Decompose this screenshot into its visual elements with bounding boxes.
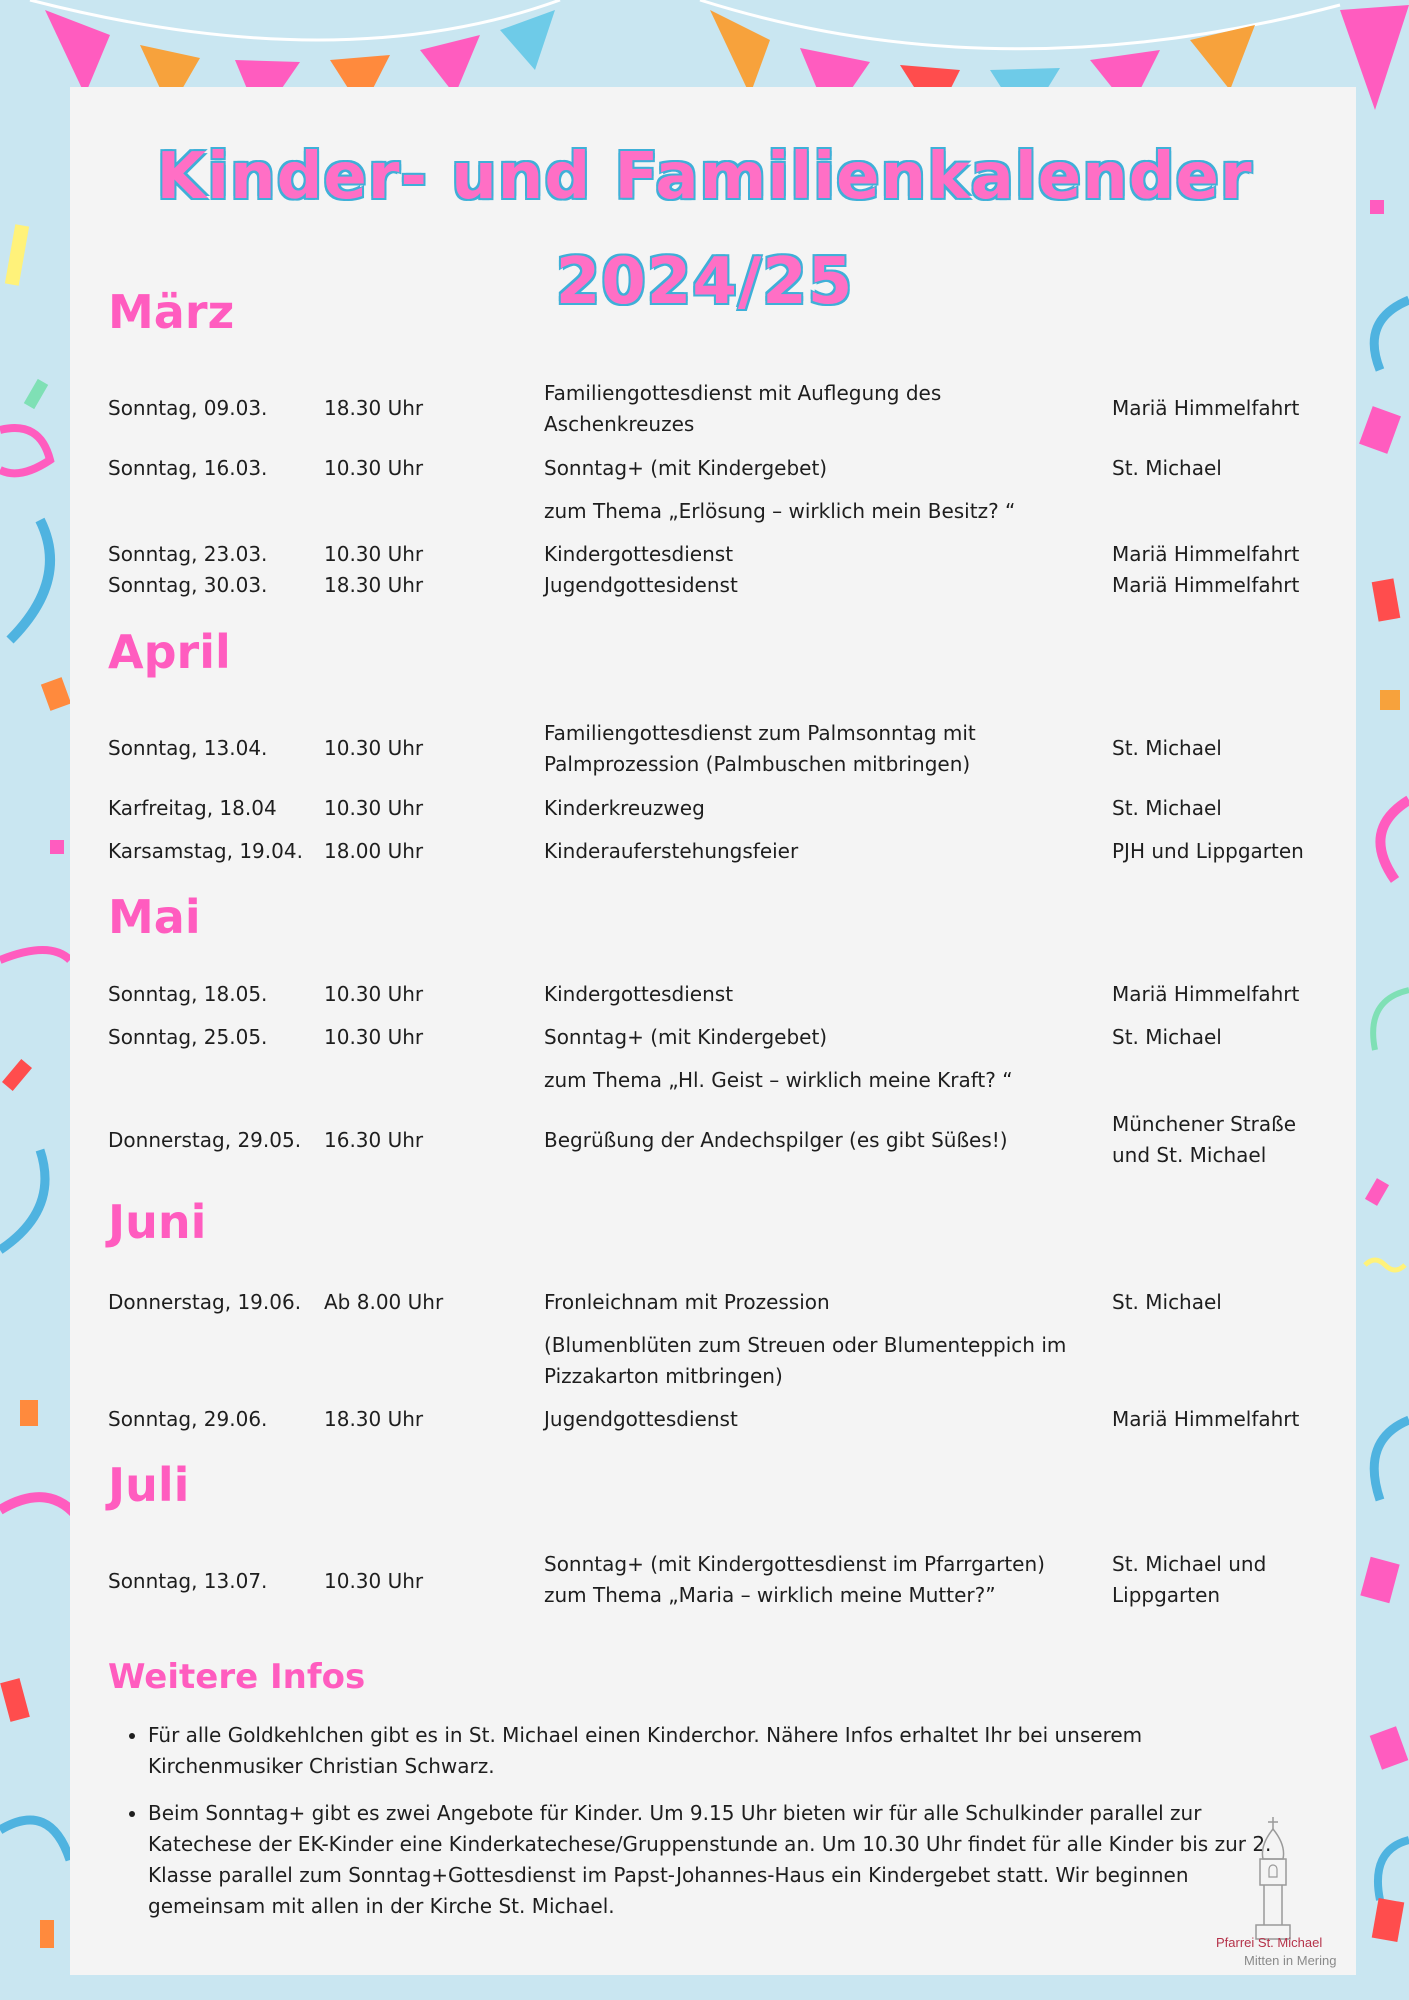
event-date: Karfreitag, 18.04 bbox=[108, 796, 277, 820]
event-place: Mariä Himmelfahrt bbox=[1112, 1407, 1300, 1431]
event-place: Mariä Himmelfahrt bbox=[1112, 573, 1300, 597]
page-title-line1: Kinder- und Familienkalender bbox=[156, 140, 1253, 214]
event-title: Jugendgottesidenst bbox=[544, 573, 738, 597]
event-topic: zum Thema „Hl. Geist – wirklich meine Kraft? “ bbox=[544, 1068, 1013, 1092]
info-bullet: • Für alle Goldkehlchen gibt es in St. Michael einen Kinderchor. Nähere Infos erhaltet Ihr bei unserem Kirchenmusiker Christian Schwarz. bbox=[148, 1720, 1278, 1782]
info-list bbox=[110, 1720, 1278, 1938]
event-title: Kinderkreuzweg bbox=[544, 796, 705, 820]
event-time: 10.30 Uhr bbox=[324, 736, 424, 760]
event-time: 10.30 Uhr bbox=[324, 796, 424, 820]
month-heading-juli: Juli bbox=[108, 1458, 190, 1512]
event-title: Sonntag+ (mit Kindergottesdienst im Pfarrgarten) zum Thema „Maria – wirklich meine Mutter?” bbox=[544, 1552, 1045, 1607]
event-date: Sonntag, 13.04. bbox=[108, 736, 268, 760]
event-date: Sonntag, 18.05. bbox=[108, 982, 268, 1006]
event-title: Jugendgottesdienst bbox=[544, 1407, 738, 1431]
event-title: Familiengottesdienst mit Auflegung des Aschenkreuzes bbox=[544, 381, 942, 436]
event-note: (Blumenblüten zum Streuen oder Blumenteppich im Pizzakarton mitbringen) bbox=[544, 1333, 1067, 1388]
event-date: Karsamstag, 19.04. bbox=[108, 839, 303, 863]
logo-tagline: Mitten in Mering bbox=[1244, 1953, 1337, 1968]
event-time: 10.30 Uhr bbox=[324, 1025, 424, 1049]
event-time: Ab 8.00 Uhr bbox=[324, 1290, 444, 1314]
event-place: St. Michael bbox=[1112, 456, 1222, 480]
event-title: Begrüßung der Andechspilger (es gibt Süßes!) bbox=[544, 1128, 1008, 1152]
month-heading-mai: Mai bbox=[108, 890, 201, 944]
event-date: Donnerstag, 19.06. bbox=[108, 1290, 302, 1314]
event-time: 16.30 Uhr bbox=[324, 1128, 424, 1152]
event-place: Münchener Straße und St. Michael bbox=[1112, 1112, 1297, 1167]
event-time: 10.30 Uhr bbox=[324, 542, 424, 566]
event-time: 18.30 Uhr bbox=[324, 573, 424, 597]
info-heading: Weitere Infos bbox=[108, 1657, 366, 1697]
event-place: St. Michael bbox=[1112, 1290, 1222, 1314]
month-heading-juni: Juni bbox=[108, 1195, 207, 1249]
event-topic: zum Thema „Erlösung – wirklich mein Besitz? “ bbox=[544, 499, 1016, 523]
event-time: 18.00 Uhr bbox=[324, 839, 424, 863]
event-place: St. Michael bbox=[1112, 796, 1222, 820]
month-heading-april: April bbox=[108, 625, 231, 679]
month-heading-maerz: März bbox=[108, 285, 235, 339]
event-place: Mariä Himmelfahrt bbox=[1112, 982, 1300, 1006]
church-tower-icon bbox=[1200, 1815, 1360, 1975]
event-date: Sonntag, 29.06. bbox=[108, 1407, 268, 1431]
logo-name: Pfarrei St. Michael bbox=[1216, 1935, 1323, 1950]
event-place: PJH und Lippgarten bbox=[1112, 839, 1304, 863]
event-place: St. Michael und Lippgarten bbox=[1112, 1552, 1267, 1607]
event-date: Donnerstag, 29.05. bbox=[108, 1128, 302, 1152]
event-date: Sonntag, 23.03. bbox=[108, 542, 268, 566]
event-title: Kindergottesdienst bbox=[544, 982, 734, 1006]
event-time: 18.30 Uhr bbox=[324, 396, 424, 420]
event-title: Sonntag+ (mit Kindergebet) bbox=[544, 1025, 828, 1049]
bunting-string-left bbox=[30, 0, 560, 40]
event-place: St. Michael bbox=[1112, 1025, 1222, 1049]
event-date: Sonntag, 25.05. bbox=[108, 1025, 268, 1049]
event-title: Kindergottesdienst bbox=[544, 542, 734, 566]
event-title: Kinderauferstehungsfeier bbox=[544, 839, 799, 863]
event-time: 10.30 Uhr bbox=[324, 982, 424, 1006]
event-place: Mariä Himmelfahrt bbox=[1112, 542, 1300, 566]
event-title: Familiengottesdienst zum Palmsonntag mit Palmprozession (Palmbuschen mitbringen) bbox=[544, 721, 976, 776]
event-date: Sonntag, 30.03. bbox=[108, 573, 268, 597]
event-time: 18.30 Uhr bbox=[324, 1407, 424, 1431]
event-time: 10.30 Uhr bbox=[324, 1569, 424, 1593]
event-title: Sonntag+ (mit Kindergebet) bbox=[544, 456, 828, 480]
event-date: Sonntag, 09.03. bbox=[108, 396, 268, 420]
event-date: Sonntag, 13.07. bbox=[108, 1569, 268, 1593]
event-time: 10.30 Uhr bbox=[324, 456, 424, 480]
info-bullet: • Beim Sonntag+ gibt es zwei Angebote für Kinder. Um 9.15 Uhr bieten wir für alle Schulkinder parallel zur Katechese der EK-Kinder eine Kinderkatechese/Gruppenstunde an. Um 10.30 Uhr findet für alle Kinder bis zur 2. Klasse parallel zum Sonntag+Gottesdienst im Papst-Johannes-Haus ein Kindergebet statt. Wir beginnen gemeinsam mit allen in der Kirche St. Michael. bbox=[148, 1798, 1278, 1922]
event-place: Mariä Himmelfahrt bbox=[1112, 396, 1300, 420]
event-place: St. Michael bbox=[1112, 736, 1222, 760]
event-title: Fronleichnam mit Prozession bbox=[544, 1290, 830, 1314]
page-title-line2: 2024/25 bbox=[555, 245, 854, 319]
event-date: Sonntag, 16.03. bbox=[108, 456, 268, 480]
